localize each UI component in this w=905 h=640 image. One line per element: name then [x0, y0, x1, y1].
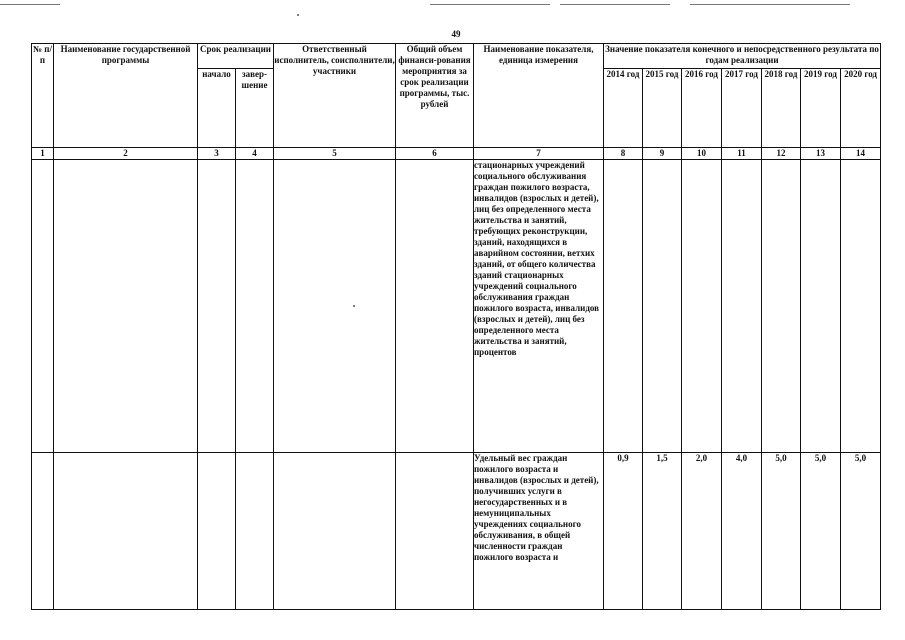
column-number: 3	[198, 148, 236, 160]
scan-edge-line	[0, 4, 60, 5]
header-year-2019: 2019 год	[801, 69, 841, 148]
column-number: 5	[274, 148, 396, 160]
column-number: 11	[722, 148, 762, 160]
table-row	[32, 160, 881, 453]
value-2014	[604, 160, 643, 453]
column-number: 6	[396, 148, 474, 160]
indicator-name: стационарных учреждений социального обслуживания граждан пожилого возраста, инвалидов (взрослых и детей), лиц без определенного места жительства и занятий, требующих реконструкции, зданий, находящихся в аварийном состоянии, ветхих зданий, от общего количества зданий стационарных учреждений социального обслуживания граждан пожилого возраста, инвалидов (взрослых и детей), лиц без определенного места жительства и занятий, процентов	[474, 160, 604, 453]
header-responsible: Ответственный исполнитель, соисполнители, участники	[274, 44, 396, 148]
value-2018	[762, 160, 801, 453]
header-year-2014: 2014 год	[604, 69, 643, 148]
header-year-2015: 2015 год	[643, 69, 682, 148]
value-2019	[801, 160, 841, 453]
header-indicator-name: Наименование показателя, единица измерения	[474, 44, 604, 148]
column-number: 9	[643, 148, 682, 160]
column-number: 8	[604, 148, 643, 160]
header-term-end: завер-шение	[236, 69, 274, 148]
header-term: Срок реализации	[198, 44, 274, 69]
value-2016: 2,0	[682, 453, 722, 610]
value-2015: 1,5	[643, 453, 682, 610]
column-number: 10	[682, 148, 722, 160]
header-program-name: Наименование государственной программы	[54, 44, 198, 148]
header-year-2020: 2020 год	[841, 69, 881, 148]
header-indicator-values: Значение показателя конечного и непосредственного результата по годам реализации	[604, 44, 881, 69]
value-2020: 5,0	[841, 453, 881, 610]
header-financing-volume: Общий объем финанси-рования мероприятия за срок реализации программы, тыс. рублей	[396, 44, 474, 148]
scan-edge-line	[560, 4, 670, 5]
header-year-2018: 2018 год	[762, 69, 801, 148]
column-number: 7	[474, 148, 604, 160]
page-number: 49	[451, 29, 461, 39]
column-number: 14	[841, 148, 881, 160]
column-number: 12	[762, 148, 801, 160]
column-number-row	[32, 148, 881, 160]
scan-edge-line	[430, 4, 550, 5]
header-term-start: начало	[198, 69, 236, 148]
header-number: № п/п	[32, 44, 54, 148]
value-2019: 5,0	[801, 453, 841, 610]
column-number: 13	[801, 148, 841, 160]
value-2014: 0,9	[604, 453, 643, 610]
value-2018: 5,0	[762, 453, 801, 610]
column-number: 1	[32, 148, 54, 160]
value-2017: 4,0	[722, 453, 762, 610]
column-number: 4	[236, 148, 274, 160]
table-row	[32, 453, 881, 610]
value-2016	[682, 160, 722, 453]
scan-edge-line	[690, 4, 850, 5]
indicator-name: Удельный вес граждан пожилого возраста и инвалидов (взрослых и детей), получивших услуги в негосударственных и в немуниципальных учреждениях социального обслуживания, в общей численности граждан пожилого возраста и	[474, 453, 604, 610]
header-year-2017: 2017 год	[722, 69, 762, 148]
value-2020	[841, 160, 881, 453]
column-number: 2	[54, 148, 198, 160]
value-2015	[643, 160, 682, 453]
header-year-2016: 2016 год	[682, 69, 722, 148]
value-2017	[722, 160, 762, 453]
indicators-table	[31, 43, 881, 610]
scan-speck	[297, 14, 299, 16]
